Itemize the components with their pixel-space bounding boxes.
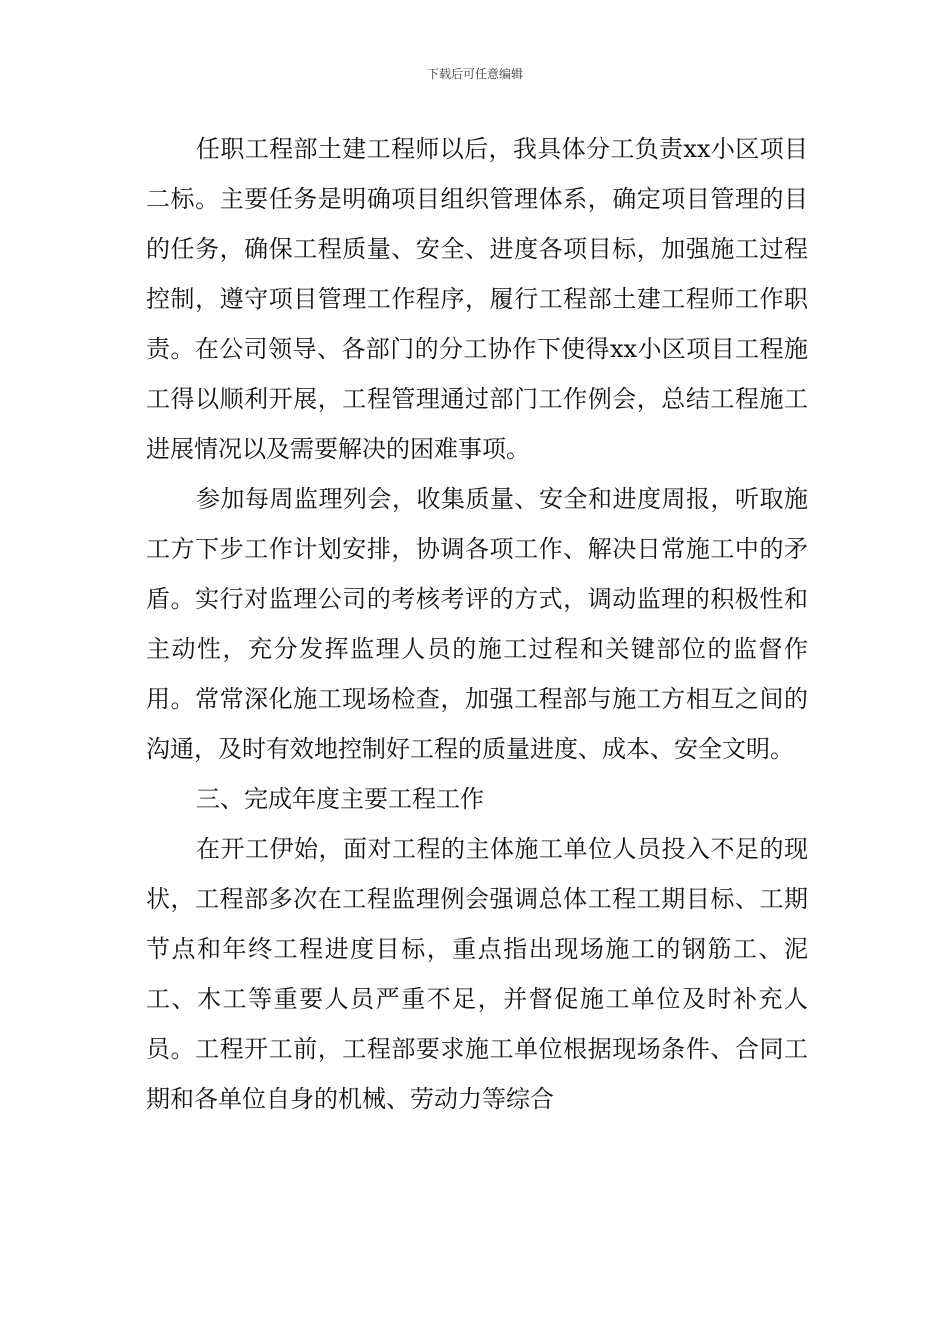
paragraph-construction-start: 在开工伊始，面对工程的主体施工单位人员投入不足的现状，工程部多次在工程监理例会强调总体工程工期目标、工期节点和年终工程进度目标，重点指出现场施工的钢筋工、泥工、木工等重要人员严重不足，并督促施工单位及时补充人员。工程开工前，工程部要求施工单位根据现场条件、合同工期和各单位自身的机械、劳动力等综合 bbox=[146, 835, 808, 1113]
page-header-note: 下载后可任意编辑 bbox=[426, 67, 523, 81]
paragraph-engineer-duties: 任职工程部土建工程师以后，我具体分工负责xx小区项目二标。主要任务是明确项目组织管理体系，确定项目管理的目的任务，确保工程质量、安全、进度各项目标，加强施工过程控制，遵守项目管理工作程序，履行工程部土建工程师工作职责。在公司领导、各部门的分工协作下使得xx小区项目工程施工得以顺利开展，工程管理通过部门工作例会，总结工程施工进展情况以及需要解决的困难事项。 bbox=[146, 135, 808, 463]
document-body bbox=[146, 124, 808, 1124]
section-heading: 三、完成年度主要工程工作 bbox=[196, 785, 484, 813]
paragraph-supervision-meetings: 参加每周监理列会，收集质量、安全和进度周报，听取施工方下步工作计划安排，协调各项工作、解决日常施工中的矛盾。实行对监理公司的考核考评的方式，调动监理的积极性和主动性，充分发挥监理人员的施工过程和关键部位的监督作用。常常深化施工现场检查，加强工程部与施工方相互之间的沟通，及时有效地控制好工程的质量进度、成本、安全文明。 bbox=[146, 485, 808, 763]
